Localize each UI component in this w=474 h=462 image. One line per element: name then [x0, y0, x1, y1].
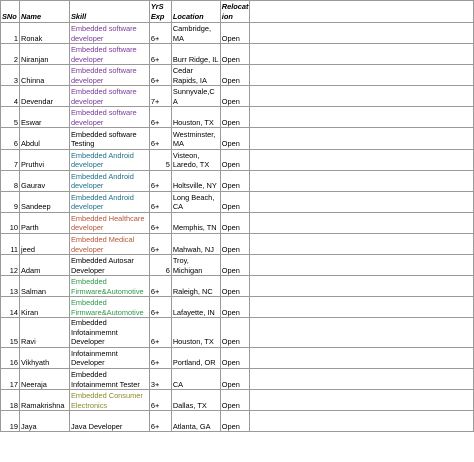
- table-row: [1, 276, 474, 297]
- cell-location: Atlanta, GA: [171, 411, 220, 432]
- cell-name: Abdul: [19, 128, 69, 149]
- cell-sno: 19: [1, 411, 20, 432]
- cell-name: Chinna: [19, 65, 69, 86]
- cell-skill: Embedded Infotainmemnt Developer: [69, 318, 149, 348]
- cell-relocation: Open: [220, 297, 250, 318]
- cell-sno: 2: [1, 44, 20, 65]
- cell-sno: 10: [1, 212, 20, 233]
- cell-name: Ronak: [19, 23, 69, 44]
- cell-relocation: Open: [220, 170, 250, 191]
- cell-relocation: Open: [220, 212, 250, 233]
- table-row: [1, 191, 474, 212]
- empty-cell: [250, 44, 474, 65]
- table-row: [1, 149, 474, 170]
- cell-name: Sandeep: [19, 191, 69, 212]
- cell-exp: 6+: [149, 23, 171, 44]
- empty-cell: [250, 347, 474, 368]
- empty-cell: [250, 212, 474, 233]
- cell-sno: 16: [1, 347, 20, 368]
- cell-location: Raleigh, NC: [171, 276, 220, 297]
- table-row: [1, 390, 474, 411]
- cell-exp: 6+: [149, 411, 171, 432]
- cell-exp: 6+: [149, 212, 171, 233]
- cell-location: Burr Ridge, IL: [171, 44, 220, 65]
- table-row: [1, 170, 474, 191]
- cell-skill: Embedded software Testing: [69, 128, 149, 149]
- cell-relocation: Open: [220, 318, 250, 348]
- cell-name: Gaurav: [19, 170, 69, 191]
- cell-name: Eswar: [19, 107, 69, 128]
- cell-exp: 5: [149, 149, 171, 170]
- cell-name: Kiran: [19, 297, 69, 318]
- cell-location: Visteon, Laredo, TX: [171, 149, 220, 170]
- cell-skill: Java Developer: [69, 411, 149, 432]
- header-exp: YrS Exp: [149, 1, 171, 23]
- cell-name: Vikhyath: [19, 347, 69, 368]
- header-name: Name: [19, 1, 69, 23]
- table-row: [1, 411, 474, 432]
- empty-cell: [250, 128, 474, 149]
- cell-exp: 6+: [149, 390, 171, 411]
- cell-relocation: Open: [220, 255, 250, 276]
- cell-relocation: Open: [220, 149, 250, 170]
- cell-location: Troy, Michigan: [171, 255, 220, 276]
- cell-exp: 6+: [149, 318, 171, 348]
- cell-location: Dallas, TX: [171, 390, 220, 411]
- empty-cell: [250, 86, 474, 107]
- cell-exp: 6+: [149, 191, 171, 212]
- cell-relocation: Open: [220, 86, 250, 107]
- cell-skill: Embedded software developer: [69, 65, 149, 86]
- cell-relocation: Open: [220, 276, 250, 297]
- cell-sno: 15: [1, 318, 20, 348]
- empty-cell: [250, 170, 474, 191]
- empty-cell: [250, 255, 474, 276]
- empty-cell: [250, 297, 474, 318]
- cell-name: Ramakrishna: [19, 390, 69, 411]
- cell-exp: 6: [149, 255, 171, 276]
- cell-exp: 6+: [149, 44, 171, 65]
- cell-skill: Embedded Android developer: [69, 149, 149, 170]
- empty-column-header: [250, 1, 474, 23]
- cell-sno: 1: [1, 23, 20, 44]
- cell-skill: Embedded Android developer: [69, 170, 149, 191]
- table-row: [1, 318, 474, 348]
- table-row: [1, 65, 474, 86]
- cell-location: Holtsville, NY: [171, 170, 220, 191]
- table-row: [1, 23, 474, 44]
- cell-exp: 6+: [149, 276, 171, 297]
- cell-skill: Embedded Firmware&Automotive: [69, 297, 149, 318]
- cell-sno: 11: [1, 233, 20, 254]
- table-row: [1, 128, 474, 149]
- cell-location: Lafayette, IN: [171, 297, 220, 318]
- cell-exp: 3+: [149, 368, 171, 389]
- empty-cell: [250, 149, 474, 170]
- cell-sno: 17: [1, 368, 20, 389]
- cell-sno: 5: [1, 107, 20, 128]
- cell-name: Devendar: [19, 86, 69, 107]
- cell-relocation: Open: [220, 65, 250, 86]
- cell-location: Cambridge, MA: [171, 23, 220, 44]
- cell-relocation: Open: [220, 347, 250, 368]
- cell-location: Memphis, TN: [171, 212, 220, 233]
- header-relocation: Relocat ion: [221, 2, 249, 21]
- table-row: [1, 255, 474, 276]
- cell-relocation: Open: [220, 23, 250, 44]
- cell-name: Jaya: [19, 411, 69, 432]
- cell-name: Niranjan: [19, 44, 69, 65]
- cell-exp: 6+: [149, 65, 171, 86]
- cell-exp: 6+: [149, 347, 171, 368]
- cell-exp: 7+: [149, 86, 171, 107]
- cell-name: Parth: [19, 212, 69, 233]
- empty-cell: [250, 368, 474, 389]
- cell-location: Mahwah, NJ: [171, 233, 220, 254]
- empty-cell: [250, 411, 474, 432]
- cell-location: Westminster, MA: [171, 128, 220, 149]
- table-row: [1, 368, 474, 389]
- empty-cell: [250, 390, 474, 411]
- cell-location: Long Beach, CA: [171, 191, 220, 212]
- cell-relocation: Open: [220, 411, 250, 432]
- cell-sno: 6: [1, 128, 20, 149]
- cell-location: Houston, TX: [171, 107, 220, 128]
- cell-exp: 6+: [149, 233, 171, 254]
- empty-cell: [250, 233, 474, 254]
- empty-cell: [250, 191, 474, 212]
- cell-relocation: Open: [220, 233, 250, 254]
- cell-skill: Embedded Consumer Electronics: [69, 390, 149, 411]
- table-row: [1, 107, 474, 128]
- cell-relocation: Open: [220, 191, 250, 212]
- cell-skill: Embedded software developer: [69, 107, 149, 128]
- cell-sno: 13: [1, 276, 20, 297]
- cell-skill: Embedded Android developer: [69, 191, 149, 212]
- cell-location: Sunnyvale,C A: [171, 86, 220, 107]
- cell-relocation: Open: [220, 107, 250, 128]
- cell-relocation: Open: [220, 368, 250, 389]
- empty-cell: [250, 318, 474, 348]
- header-row: [1, 1, 474, 23]
- table-row: [1, 233, 474, 254]
- cell-sno: 8: [1, 170, 20, 191]
- empty-cell: [250, 65, 474, 86]
- table-row: [1, 212, 474, 233]
- cell-skill: Embedded Firmware&Automotive: [69, 276, 149, 297]
- cell-skill: Infotainmemnt Developer: [69, 347, 149, 368]
- cell-name: Adam: [19, 255, 69, 276]
- cell-name: Ravi: [19, 318, 69, 348]
- cell-sno: 14: [1, 297, 20, 318]
- header-sno: SNo: [1, 1, 20, 23]
- cell-sno: 7: [1, 149, 20, 170]
- table-row: [1, 44, 474, 65]
- table-row: [1, 86, 474, 107]
- cell-sno: 4: [1, 86, 20, 107]
- cell-skill: Embedded software developer: [69, 23, 149, 44]
- cell-sno: 12: [1, 255, 20, 276]
- cell-skill: Embedded Autosar Developer: [69, 255, 149, 276]
- cell-relocation: Open: [220, 390, 250, 411]
- header-location: Location: [171, 1, 220, 23]
- table-row: [1, 297, 474, 318]
- cell-relocation: Open: [220, 128, 250, 149]
- cell-location: Portland, OR: [171, 347, 220, 368]
- cell-skill: Embedded software developer: [69, 86, 149, 107]
- cell-name: Salman: [19, 276, 69, 297]
- cell-name: Neeraja: [19, 368, 69, 389]
- cell-skill: Embedded Medical developer: [69, 233, 149, 254]
- cell-sno: 18: [1, 390, 20, 411]
- cell-relocation: Open: [220, 44, 250, 65]
- cell-skill: Embedded software developer: [69, 44, 149, 65]
- cell-location: Houston, TX: [171, 318, 220, 348]
- cell-sno: 3: [1, 65, 20, 86]
- empty-cell: [250, 23, 474, 44]
- cell-exp: 6+: [149, 297, 171, 318]
- header-skill: Skill: [69, 1, 149, 23]
- table-row: [1, 347, 474, 368]
- cell-skill: Embedded Infotainmemnt Tester: [69, 368, 149, 389]
- cell-exp: 6+: [149, 107, 171, 128]
- cell-location: Cedar Rapids, IA: [171, 65, 220, 86]
- cell-sno: 9: [1, 191, 20, 212]
- cell-name: Pruthvi: [19, 149, 69, 170]
- cell-exp: 6+: [149, 128, 171, 149]
- cell-exp: 6+: [149, 170, 171, 191]
- cell-location: CA: [171, 368, 220, 389]
- empty-cell: [250, 276, 474, 297]
- cell-name: jeed: [19, 233, 69, 254]
- cell-skill: Embedded Healthcare developer: [69, 212, 149, 233]
- empty-cell: [250, 107, 474, 128]
